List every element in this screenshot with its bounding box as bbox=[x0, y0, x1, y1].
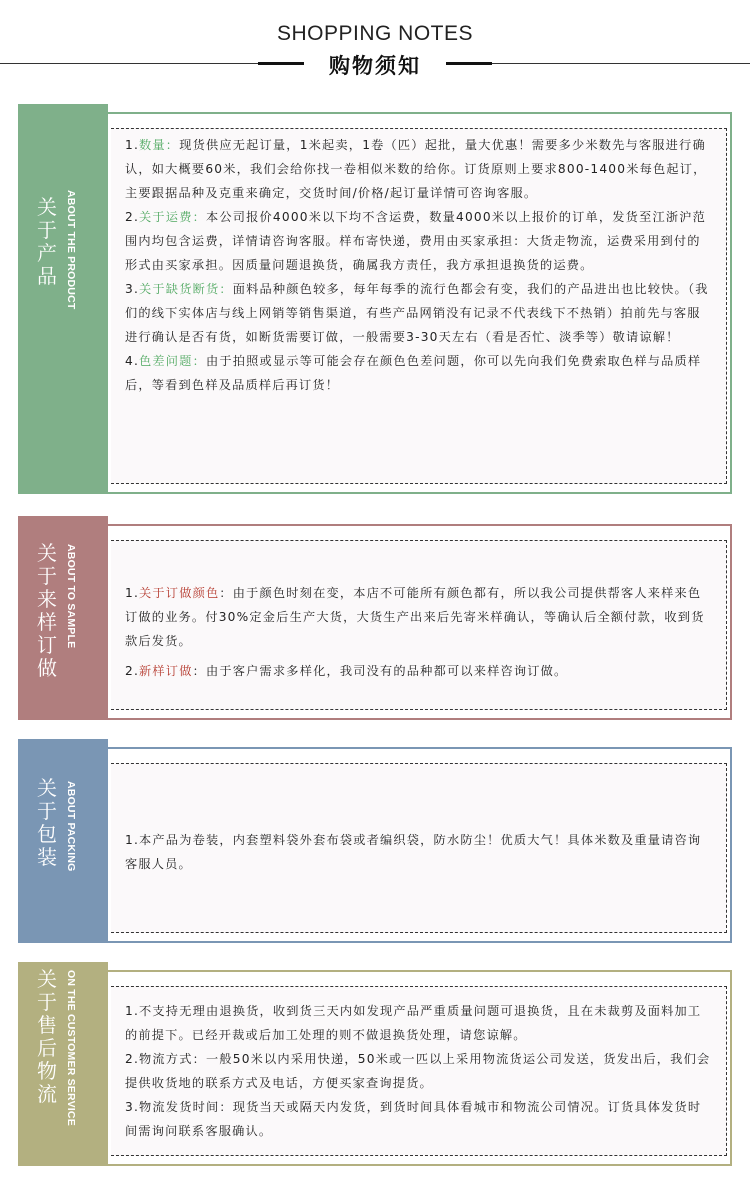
product-note-item: 1.数量：现货供应无起订量，1米起卖，1卷（匹）起批，量大优惠！需要多少米数先与客服进行确认，如大概要60米，我们会给你找一卷相似米数的给你。订货原则上要求800-1400米每色起订，主要跟据品种及克重来确定，交货时间/价格/起订量详情可咨询客服。 bbox=[125, 138, 707, 200]
section-packing-subtitle: ABOUT PACKING bbox=[65, 781, 77, 872]
sample-note-item: 2.新样订做：由于客户需求多样化，我司没有的品种都可以来样咨询订做。 bbox=[125, 664, 568, 678]
section-product-content bbox=[111, 128, 727, 484]
service-note-item: 2.物流方式：一般50米以内采用快递，50米或一匹以上采用物流货运公司发送，货发出后，我们会提供收货地的联系方式及电话，方便买家查询提货。 bbox=[125, 1052, 711, 1090]
section-packing-box bbox=[108, 747, 732, 943]
section-service-sidebar bbox=[18, 962, 108, 1166]
section-product-box bbox=[108, 112, 732, 494]
title-english: SHOPPING NOTES bbox=[276, 22, 474, 45]
product-note-label: 关于缺货断货： bbox=[139, 282, 233, 296]
section-sample-sidebar bbox=[18, 516, 108, 720]
service-note-item: 3.物流发货时间：现货当天或隔天内发货，到货时间具体看城市和物流公司情况。订货具体发货时间需询问联系客服确认。 bbox=[125, 1100, 702, 1138]
sample-notes bbox=[125, 581, 714, 683]
page-header bbox=[0, 0, 750, 90]
section-product-subtitle: ABOUT THE PRODUCT bbox=[65, 190, 77, 310]
product-note-item: 3.关于缺货断货：面料品种颜色较多，每年每季的流行色都会有变，我们的产品进出也比较快。（我们的线下实体店与线上网销等销售渠道，有些产品网销没有记录不代表线下不热销）拍前先与客服进行确认是否有货，如断货需要订做，一般需要3-30天左右（看是否忙、淡季等）敬请谅解！ bbox=[125, 282, 709, 344]
section-sample-box bbox=[108, 524, 732, 720]
product-note-label: 色差问题： bbox=[139, 354, 206, 368]
sample-note-label: 新样订做 bbox=[139, 664, 193, 678]
product-note-label: 数量： bbox=[139, 138, 180, 152]
packing-notes bbox=[125, 828, 714, 876]
section-sample-title: 关于来样订做 bbox=[37, 541, 57, 680]
header-bar-right bbox=[446, 62, 492, 65]
service-notes bbox=[125, 999, 714, 1143]
section-sample bbox=[18, 516, 732, 720]
packing-note-item: 1.本产品为卷装，内套塑料袋外套布袋或者编织袋，防水防尘！优质大气！具体米数及重量请咨询客服人员。 bbox=[125, 833, 702, 871]
section-product-title: 关于产品 bbox=[37, 195, 57, 288]
section-packing bbox=[18, 739, 732, 943]
section-service-title: 关于售后物流 bbox=[37, 967, 57, 1106]
section-packing-sidebar bbox=[18, 739, 108, 943]
product-notes bbox=[125, 133, 714, 397]
section-sample-content bbox=[111, 540, 727, 710]
section-service bbox=[18, 962, 732, 1166]
product-note-item: 4.色差问题：由于拍照或显示等可能会存在颜色色差问题，你可以先向我们免费索取色样与品质样后，等看到色样及品质样后再订货！ bbox=[125, 354, 702, 392]
section-service-subtitle: ON THE CUSTOMER SERVICE bbox=[65, 970, 77, 1126]
section-service-box bbox=[108, 970, 732, 1166]
service-note-item: 1.不支持无理由退换货，收到货三天内如发现产品严重质量问题可退换货，且在未裁剪及面料加工的前提下。已经开裁或后加工处理的则不做退换货处理，请您谅解。 bbox=[125, 1004, 702, 1042]
sample-note-item: 1.关于订做颜色：由于颜色时刻在变，本店不可能所有颜色都有，所以我公司提供帮客人来样来色订做的业务。付30%定金后生产大货，大货生产出来后先寄米样确认，等确认后全额付款，收到货款后发货。 bbox=[125, 586, 705, 648]
section-packing-content bbox=[111, 763, 727, 933]
header-line-right bbox=[492, 63, 750, 64]
product-note-item: 2.关于运费：本公司报价4000米以下均不含运费，数量4000米以上报价的订单，发货至江浙沪范围内均包含运费，详情请咨询客服。样布寄快递，费用由买家承担：大货走物流，运费采用到付的形式由买家承担。因质量问题退换货，确属我方责任，我方承担退换货的运费。 bbox=[125, 210, 707, 272]
section-product-sidebar bbox=[18, 104, 108, 494]
title-chinese: 购物须知 bbox=[329, 54, 421, 78]
section-sample-subtitle: ABOUT TO SAMPLE bbox=[65, 544, 77, 649]
section-service-content bbox=[111, 986, 727, 1156]
product-note-label: 关于运费： bbox=[139, 210, 206, 224]
section-product bbox=[18, 104, 732, 494]
section-packing-title: 关于包装 bbox=[37, 776, 57, 869]
sample-note-label: 关于订做颜色 bbox=[139, 586, 220, 600]
